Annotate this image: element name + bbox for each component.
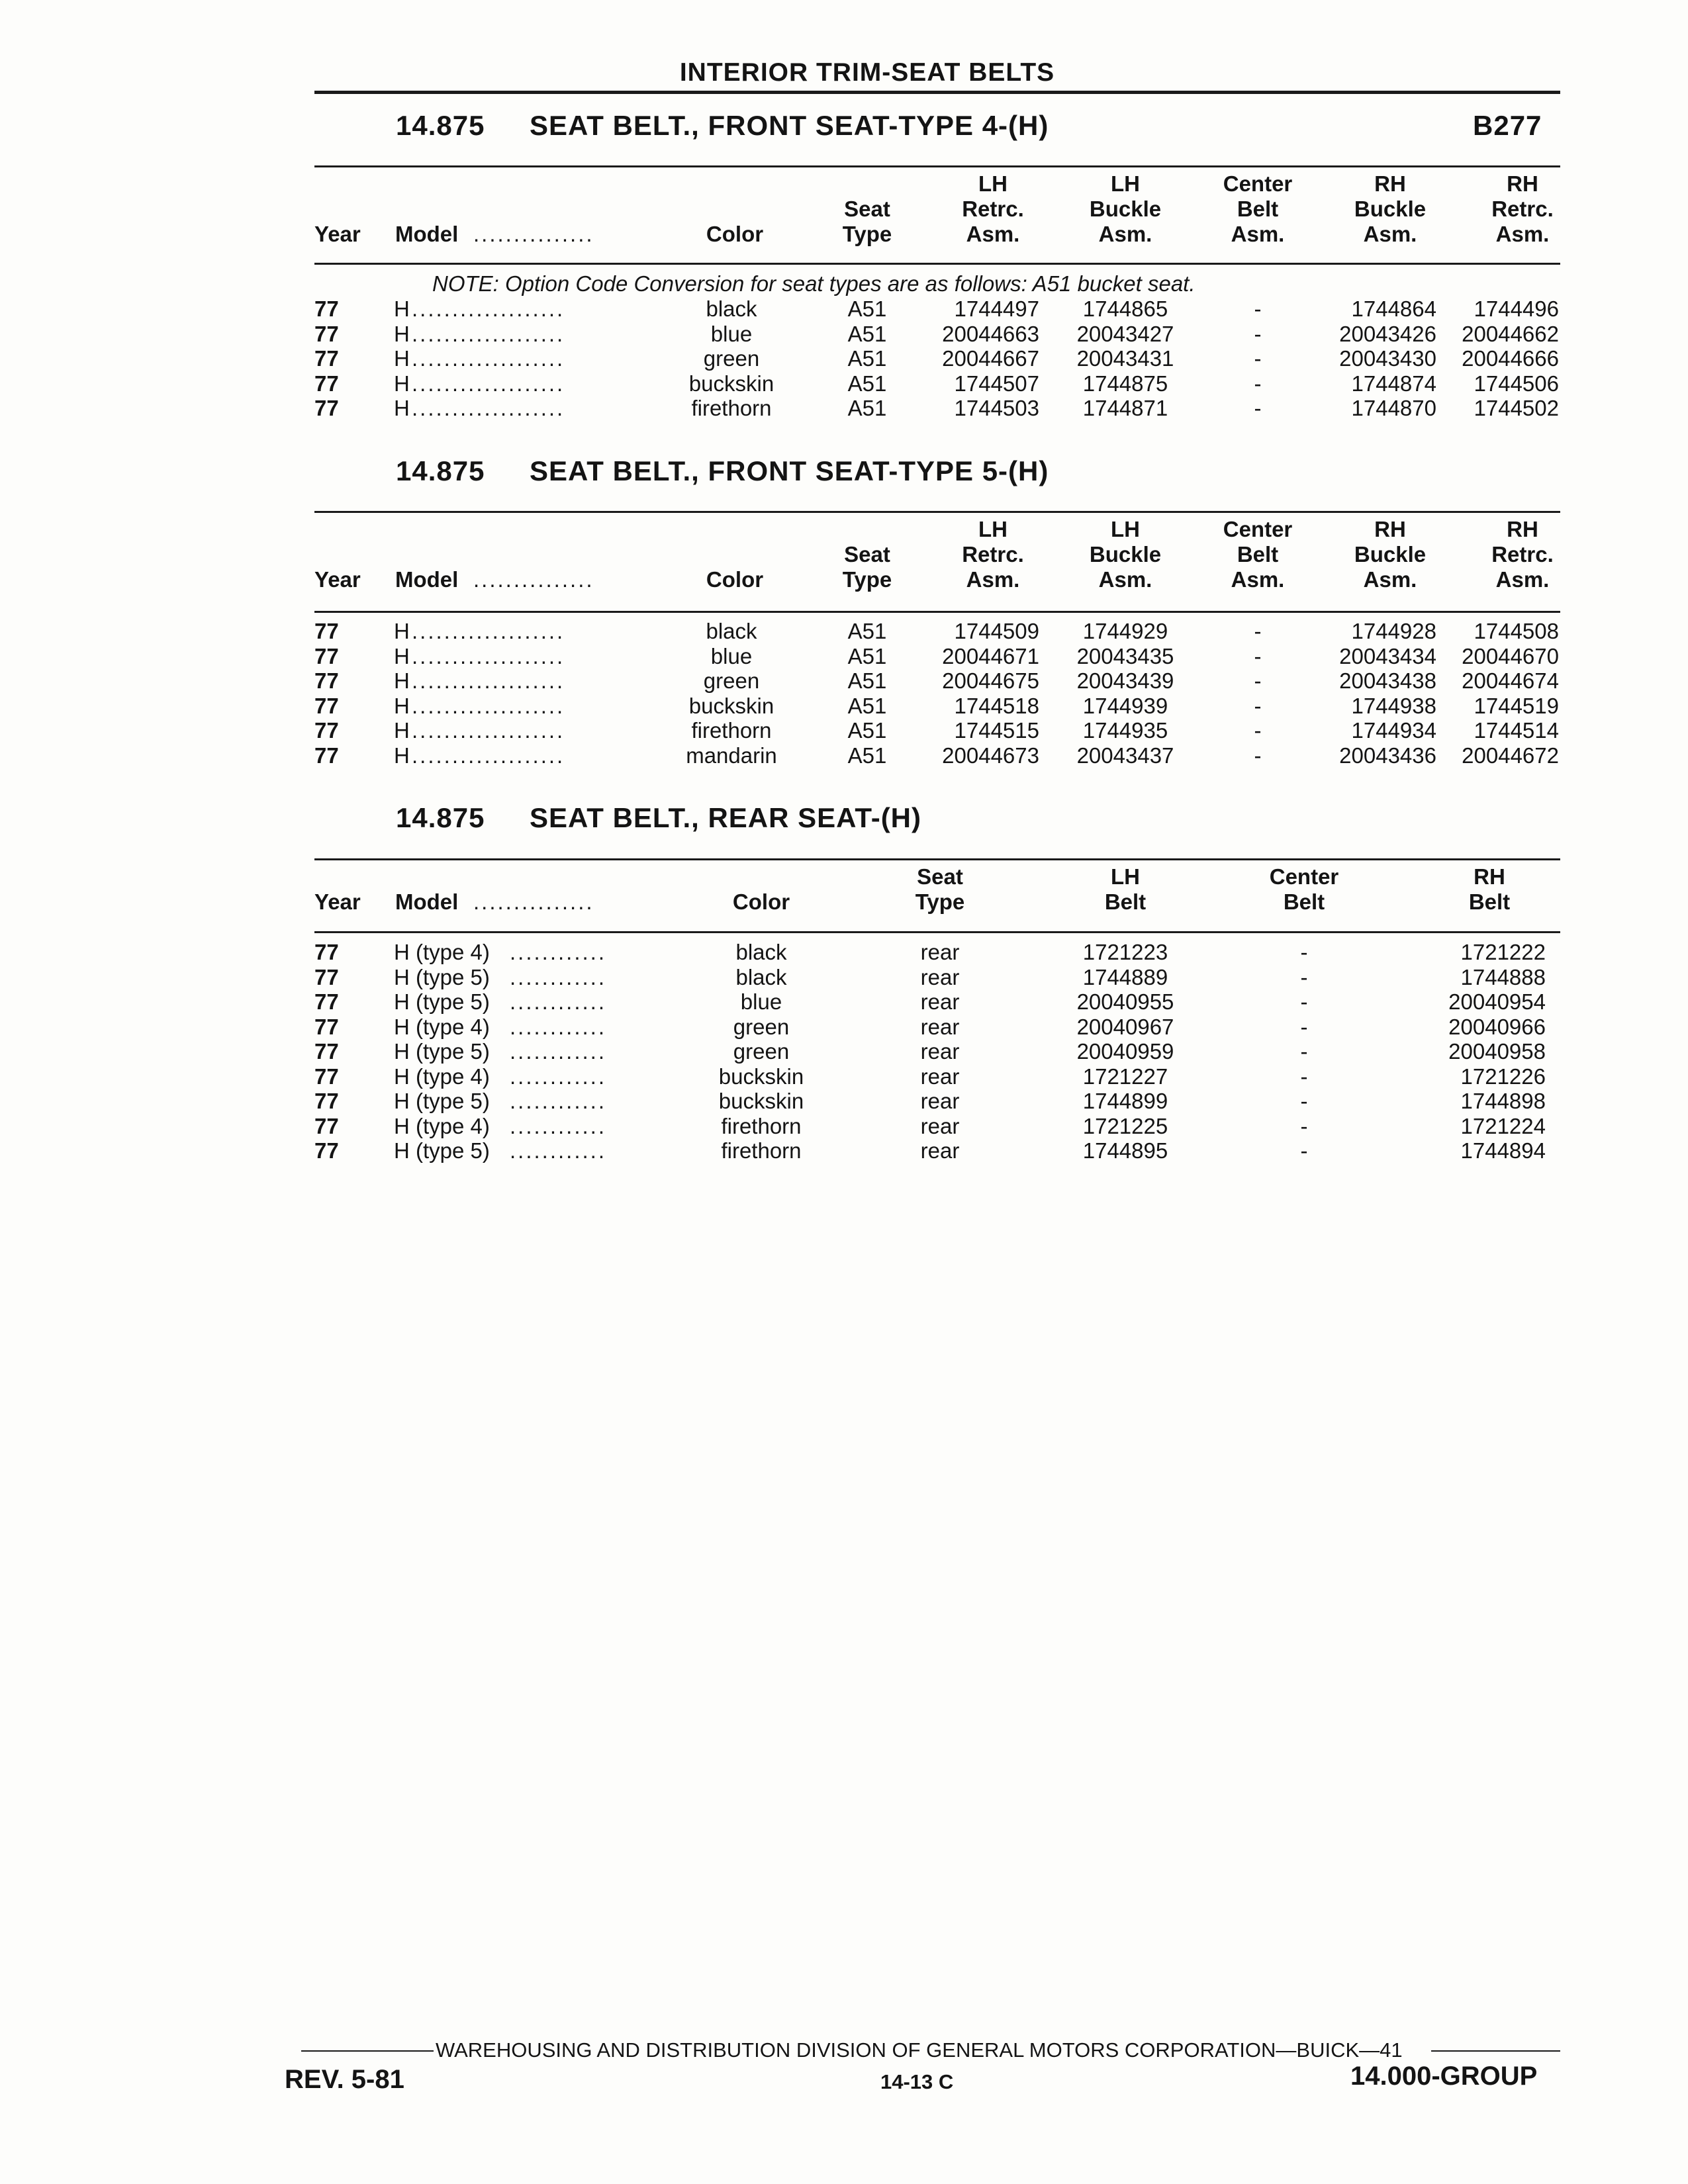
section-number: 14.875 <box>396 455 485 486</box>
col-center-belt: Center Belt Asm. <box>1223 171 1293 246</box>
cell-rh-retrc: 1744502 <box>1474 396 1559 420</box>
cell-model: H <box>394 643 410 668</box>
cell-rh-buckle: 1744870 <box>1351 396 1436 420</box>
cell-color: black <box>735 964 787 989</box>
cell-seat-type: A51 <box>847 346 887 371</box>
cell-seat-type: A51 <box>847 693 887 718</box>
cell-lh-belt: 20040955 <box>1076 989 1174 1014</box>
col-model: Model <box>395 222 459 246</box>
cell-year: 77 <box>314 1014 339 1039</box>
cell-model: H (type 5) <box>394 1089 490 1113</box>
table-row <box>0 1039 1688 1064</box>
cell-seat-type: rear <box>920 1014 960 1039</box>
cell-model: H (type 5) <box>394 1138 490 1163</box>
cell-color: firethorn <box>721 1138 802 1163</box>
col-model-leader: ............... <box>473 889 594 914</box>
table-row <box>0 644 1688 669</box>
col-center-belt: Center Belt <box>1269 864 1339 914</box>
cell-lh-buckle: 20043435 <box>1076 643 1174 668</box>
dot-leader: ................... <box>412 371 565 396</box>
col-lh-buckle: LH Buckle Asm. <box>1089 517 1162 592</box>
cell-seat-type: rear <box>920 1039 960 1064</box>
cell-lh-buckle: 1744939 <box>1082 693 1168 718</box>
cell-color: green <box>703 346 760 371</box>
cell-color: blue <box>710 643 753 668</box>
cell-rh-buckle: 1744934 <box>1351 718 1436 743</box>
cell-rh-buckle: 1744928 <box>1351 619 1436 643</box>
cell-center-belt: - <box>1300 1089 1308 1113</box>
dot-leader: ................... <box>412 743 565 768</box>
cell-color: firethorn <box>691 718 772 743</box>
page-title: INTERIOR TRIM-SEAT BELTS <box>679 58 1055 87</box>
col-rh-buckle: RH Buckle Asm. <box>1354 171 1427 246</box>
cell-rh-belt: 1721226 <box>1460 1064 1546 1089</box>
table-row <box>0 718 1688 743</box>
cell-rh-belt: 1744888 <box>1460 964 1546 989</box>
col-seat-type: Seat Type <box>842 197 892 246</box>
dot-leader: ............ <box>510 1014 607 1039</box>
cell-year: 77 <box>314 964 339 989</box>
col-rh-buckle: RH Buckle Asm. <box>1354 517 1427 592</box>
cell-rh-buckle: 20043438 <box>1339 668 1436 693</box>
table-row <box>0 989 1688 1015</box>
dot-leader: ................... <box>412 668 565 693</box>
col-center-belt: Center Belt Asm. <box>1223 517 1293 592</box>
table-row <box>0 1064 1688 1089</box>
dot-leader: ............ <box>510 1138 607 1163</box>
cell-rh-retrc: 20044666 <box>1462 346 1559 371</box>
cell-lh-retrc: 20044673 <box>942 743 1039 768</box>
cell-rh-belt: 1721222 <box>1460 940 1546 964</box>
dot-leader: ................... <box>412 321 565 346</box>
cell-center-belt: - <box>1254 296 1262 321</box>
cell-model: H <box>394 346 410 371</box>
col-model-leader: ............... <box>473 222 594 246</box>
col-year: Year <box>314 889 361 914</box>
cell-rh-buckle: 20043430 <box>1339 346 1436 371</box>
cell-color: buckskin <box>718 1089 804 1113</box>
cell-lh-retrc: 20044671 <box>942 643 1039 668</box>
cell-center-belt: - <box>1254 718 1262 743</box>
cell-lh-retrc: 1744497 <box>954 296 1039 321</box>
dot-leader: ................... <box>412 718 565 743</box>
cell-color: black <box>735 940 787 964</box>
dot-leader: ................... <box>412 346 565 371</box>
col-color: Color <box>706 567 764 592</box>
cell-model: H (type 4) <box>394 940 490 964</box>
cell-center-belt: - <box>1300 1039 1308 1064</box>
dot-leader: ................... <box>412 643 565 668</box>
col-year: Year <box>314 222 361 246</box>
cell-seat-type: rear <box>920 1138 960 1163</box>
table-row <box>0 396 1688 421</box>
cell-rh-retrc: 20044672 <box>1462 743 1559 768</box>
cell-year: 77 <box>314 321 339 346</box>
table-row <box>0 965 1688 990</box>
cell-year: 77 <box>314 1089 339 1113</box>
cell-year: 77 <box>314 619 339 643</box>
page-number: 14-13 C <box>880 2070 954 2093</box>
col-lh-belt: LH Belt <box>1104 864 1147 914</box>
cell-seat-type: A51 <box>847 396 887 420</box>
cell-seat-type: rear <box>920 964 960 989</box>
cell-rh-buckle: 20043426 <box>1339 321 1436 346</box>
cell-seat-type: A51 <box>847 371 887 396</box>
col-seat-type: Seat Type <box>842 542 892 592</box>
cell-lh-buckle: 1744929 <box>1082 619 1168 643</box>
cell-seat-type: A51 <box>847 296 887 321</box>
cell-model: H <box>394 396 410 420</box>
dot-leader: ................... <box>412 296 565 321</box>
cell-model: H (type 5) <box>394 1039 490 1064</box>
cell-lh-buckle: 1744865 <box>1082 296 1168 321</box>
cell-rh-buckle: 1744938 <box>1351 693 1436 718</box>
cell-color: blue <box>710 321 753 346</box>
cell-seat-type: A51 <box>847 743 887 768</box>
col-rh-belt: RH Belt <box>1468 864 1511 914</box>
cell-model: H <box>394 693 410 718</box>
dot-leader: ............ <box>510 1113 607 1138</box>
table-row <box>0 1015 1688 1040</box>
cell-year: 77 <box>314 296 339 321</box>
cell-rh-retrc: 1744519 <box>1474 693 1559 718</box>
section-code: B277 <box>1473 110 1542 141</box>
col-rh-retrc: RH Retrc. Asm. <box>1491 517 1554 592</box>
col-lh-buckle: LH Buckle Asm. <box>1089 171 1162 246</box>
header-bottom-rule <box>314 931 1560 933</box>
cell-lh-retrc: 20044667 <box>942 346 1039 371</box>
cell-year: 77 <box>314 743 339 768</box>
cell-lh-retrc: 1744518 <box>954 693 1039 718</box>
cell-color: firethorn <box>721 1113 802 1138</box>
section-title: SEAT BELT., REAR SEAT-(H) <box>530 802 921 833</box>
cell-center-belt: - <box>1300 1014 1308 1039</box>
col-color: Color <box>732 889 790 914</box>
cell-seat-type: A51 <box>847 643 887 668</box>
cell-year: 77 <box>314 396 339 420</box>
cell-rh-buckle: 1744874 <box>1351 371 1436 396</box>
cell-center-belt: - <box>1300 989 1308 1014</box>
cell-model: H (type 4) <box>394 1014 490 1039</box>
cell-lh-buckle: 1744871 <box>1082 396 1168 420</box>
cell-lh-retrc: 1744515 <box>954 718 1039 743</box>
table-top-rule <box>314 165 1560 167</box>
table-row <box>0 694 1688 719</box>
cell-year: 77 <box>314 1064 339 1089</box>
dot-leader: ............ <box>510 989 607 1014</box>
cell-year: 77 <box>314 371 339 396</box>
col-year: Year <box>314 567 361 592</box>
cell-center-belt: - <box>1300 1138 1308 1163</box>
cell-center-belt: - <box>1254 693 1262 718</box>
cell-year: 77 <box>314 643 339 668</box>
section-title: SEAT BELT., FRONT SEAT-TYPE 4-(H) <box>530 110 1049 141</box>
col-model: Model <box>395 889 459 914</box>
cell-seat-type: rear <box>920 989 960 1014</box>
dot-leader: ............ <box>510 1039 607 1064</box>
cell-lh-buckle: 1744935 <box>1082 718 1168 743</box>
cell-year: 77 <box>314 1138 339 1163</box>
option-note: NOTE: Option Code Conversion for seat types are as follows: A51 bucket seat. <box>432 271 1196 296</box>
col-rh-retrc: RH Retrc. Asm. <box>1491 171 1554 246</box>
cell-rh-retrc: 20044674 <box>1462 668 1559 693</box>
cell-model: H (type 4) <box>394 1113 490 1138</box>
dot-leader: ............ <box>510 1064 607 1089</box>
cell-lh-belt: 1744889 <box>1082 964 1168 989</box>
cell-lh-retrc: 1744507 <box>954 371 1039 396</box>
col-model: Model <box>395 567 459 592</box>
section-title: SEAT BELT., FRONT SEAT-TYPE 5-(H) <box>530 455 1049 486</box>
footer-line: WAREHOUSING AND DISTRIBUTION DIVISION OF GENERAL MOTORS CORPORATION—BUICK—41 <box>436 2038 1403 2062</box>
cell-lh-belt: 1721227 <box>1082 1064 1168 1089</box>
cell-year: 77 <box>314 668 339 693</box>
cell-rh-retrc: 1744506 <box>1474 371 1559 396</box>
table-top-rule <box>314 511 1560 513</box>
cell-lh-buckle: 20043437 <box>1076 743 1174 768</box>
cell-lh-buckle: 20043427 <box>1076 321 1174 346</box>
dot-leader: ............ <box>510 964 607 989</box>
cell-year: 77 <box>314 718 339 743</box>
table-row <box>0 1089 1688 1114</box>
cell-year: 77 <box>314 989 339 1014</box>
col-lh-retrc: LH Retrc. Asm. <box>962 171 1024 246</box>
cell-year: 77 <box>314 940 339 964</box>
dot-leader: ............ <box>510 940 607 964</box>
group-code: 14.000-GROUP <box>1350 2062 1538 2091</box>
cell-center-belt: - <box>1254 743 1262 768</box>
cell-color: buckskin <box>718 1064 804 1089</box>
cell-seat-type: rear <box>920 940 960 964</box>
cell-year: 77 <box>314 1113 339 1138</box>
cell-model: H <box>394 743 410 768</box>
cell-center-belt: - <box>1254 371 1262 396</box>
cell-model: H (type 5) <box>394 989 490 1014</box>
cell-lh-belt: 1721225 <box>1082 1113 1168 1138</box>
table-row <box>0 322 1688 347</box>
header-bottom-rule <box>314 263 1560 265</box>
cell-seat-type: rear <box>920 1089 960 1113</box>
cell-seat-type: A51 <box>847 321 887 346</box>
cell-center-belt: - <box>1254 668 1262 693</box>
cell-lh-belt: 20040967 <box>1076 1014 1174 1039</box>
cell-lh-retrc: 1744503 <box>954 396 1039 420</box>
table-row <box>0 371 1688 396</box>
cell-center-belt: - <box>1300 1064 1308 1089</box>
table-row <box>0 940 1688 965</box>
cell-rh-belt: 20040966 <box>1448 1014 1546 1039</box>
cell-rh-retrc: 1744508 <box>1474 619 1559 643</box>
cell-rh-belt: 20040954 <box>1448 989 1546 1014</box>
cell-center-belt: - <box>1300 1113 1308 1138</box>
cell-seat-type: A51 <box>847 718 887 743</box>
cell-rh-belt: 1744894 <box>1460 1138 1546 1163</box>
cell-lh-belt: 1744895 <box>1082 1138 1168 1163</box>
cell-rh-belt: 1744898 <box>1460 1089 1546 1113</box>
cell-model: H <box>394 321 410 346</box>
table-top-rule <box>314 858 1560 860</box>
cell-center-belt: - <box>1300 964 1308 989</box>
section-number: 14.875 <box>396 110 485 141</box>
cell-year: 77 <box>314 693 339 718</box>
cell-lh-buckle: 20043431 <box>1076 346 1174 371</box>
table-row <box>0 346 1688 371</box>
cell-lh-belt: 1721223 <box>1082 940 1168 964</box>
cell-lh-retrc: 1744509 <box>954 619 1039 643</box>
cell-color: blue <box>740 989 782 1014</box>
cell-model: H (type 5) <box>394 964 490 989</box>
cell-rh-buckle: 20043434 <box>1339 643 1436 668</box>
table-row <box>0 619 1688 644</box>
cell-rh-buckle: 1744864 <box>1351 296 1436 321</box>
title-rule <box>314 91 1560 94</box>
cell-seat-type: A51 <box>847 668 887 693</box>
cell-year: 77 <box>314 1039 339 1064</box>
cell-year: 77 <box>314 346 339 371</box>
revision: REV. 5-81 <box>285 2065 404 2094</box>
cell-model: H <box>394 296 410 321</box>
cell-center-belt: - <box>1254 346 1262 371</box>
cell-color: green <box>703 668 760 693</box>
cell-rh-retrc: 1744496 <box>1474 296 1559 321</box>
col-seat-type: Seat Type <box>915 864 965 914</box>
dot-leader: ................... <box>412 396 565 420</box>
col-model-leader: ............... <box>473 567 594 592</box>
cell-color: black <box>706 619 757 643</box>
cell-model: H <box>394 718 410 743</box>
table-row <box>0 296 1688 322</box>
col-lh-retrc: LH Retrc. Asm. <box>962 517 1024 592</box>
cell-center-belt: - <box>1254 396 1262 420</box>
cell-lh-retrc: 20044663 <box>942 321 1039 346</box>
cell-center-belt: - <box>1254 643 1262 668</box>
footer-rule-left <box>301 2050 434 2052</box>
table-row <box>0 1138 1688 1163</box>
cell-model: H (type 4) <box>394 1064 490 1089</box>
cell-rh-belt: 1721224 <box>1460 1113 1546 1138</box>
cell-rh-retrc: 20044662 <box>1462 321 1559 346</box>
cell-lh-buckle: 1744875 <box>1082 371 1168 396</box>
cell-rh-belt: 20040958 <box>1448 1039 1546 1064</box>
cell-lh-retrc: 20044675 <box>942 668 1039 693</box>
cell-color: green <box>733 1014 790 1039</box>
cell-rh-buckle: 20043436 <box>1339 743 1436 768</box>
cell-center-belt: - <box>1254 321 1262 346</box>
cell-center-belt: - <box>1300 940 1308 964</box>
cell-color: black <box>706 296 757 321</box>
footer-rule-right <box>1431 2050 1560 2052</box>
cell-rh-retrc: 1744514 <box>1474 718 1559 743</box>
col-color: Color <box>706 222 764 246</box>
cell-seat-type: rear <box>920 1064 960 1089</box>
cell-color: green <box>733 1039 790 1064</box>
table-row <box>0 668 1688 694</box>
cell-color: firethorn <box>691 396 772 420</box>
cell-rh-retrc: 20044670 <box>1462 643 1559 668</box>
cell-color: buckskin <box>688 693 774 718</box>
dot-leader: ................... <box>412 693 565 718</box>
cell-model: H <box>394 371 410 396</box>
cell-model: H <box>394 668 410 693</box>
cell-lh-buckle: 20043439 <box>1076 668 1174 693</box>
section-number: 14.875 <box>396 802 485 833</box>
cell-center-belt: - <box>1254 619 1262 643</box>
dot-leader: ................... <box>412 619 565 643</box>
cell-color: buckskin <box>688 371 774 396</box>
table-row <box>0 1114 1688 1139</box>
cell-seat-type: A51 <box>847 619 887 643</box>
cell-lh-belt: 20040959 <box>1076 1039 1174 1064</box>
cell-color: mandarin <box>686 743 777 768</box>
dot-leader: ............ <box>510 1089 607 1113</box>
table-row <box>0 743 1688 768</box>
cell-model: H <box>394 619 410 643</box>
cell-lh-belt: 1744899 <box>1082 1089 1168 1113</box>
header-bottom-rule <box>314 611 1560 613</box>
cell-seat-type: rear <box>920 1113 960 1138</box>
